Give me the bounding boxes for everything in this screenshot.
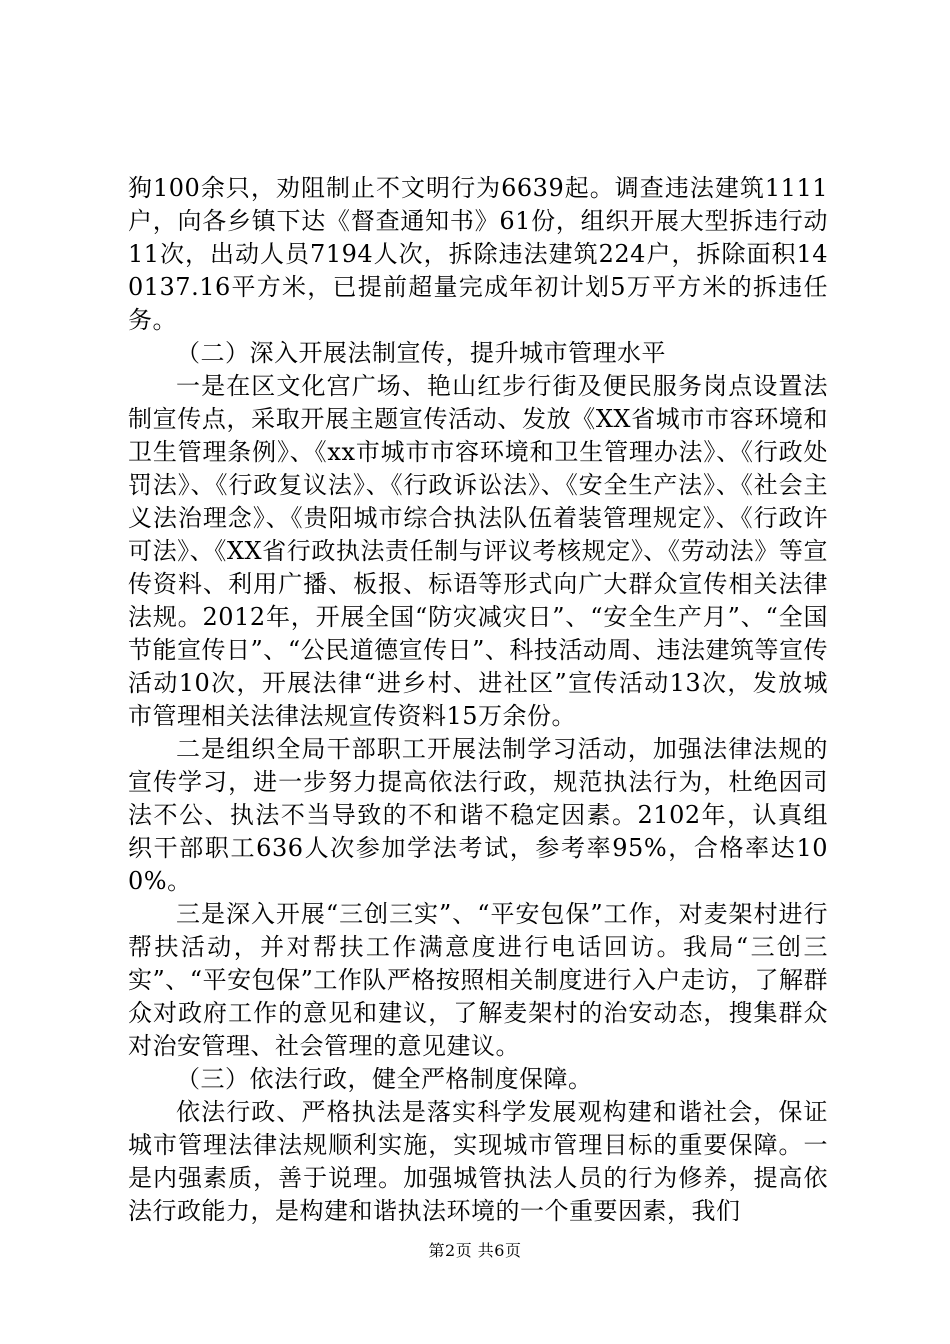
paragraph-demolition-stats: 狗100余只，劝阻制止不文明行为6639起。调查违法建筑1111户，向各乡镇下达《督查通知书》61份，组织开展大型拆违行动11次，出动人员7194人次，拆除违法建筑224户，拆除面积140137.16平方米，已提前超量完成年初计划5万平方米的拆违任务。 bbox=[128, 174, 828, 334]
section-heading-legal-publicity: （二）深入开展法制宣传，提升城市管理水平 bbox=[176, 339, 666, 367]
page-footer: 第2页 共6页 bbox=[428, 1241, 522, 1260]
paragraph-publicity-points: 一是在区文化宫广场、艳山红步行街及便民服务岗点设置法制宣传点，采取开展主题宣传活动、发放《XX省城市市容环境和卫生管理条例》、《xx市城市市容环境和卫生管理办法》、《行政处罚法》、《行政复议法》、《行政诉讼法》、《安全生产法》、《社会主义法治理念》、《贵阳城市综合执法队伍着装管理规定》、《行政许可法》、《XX省行政执法责任制与评议考核规定》、《劳动法》等宣传资料、利用广播、板报、标语等形式向广大群众宣传相关法律法规。2012年，开展全国“防灾减灾日”、“安全生产月”、“全国节能宣传日”、“公民道德宣传日”、科技活动周、违法建筑等宣传活动10次，开展法律“进乡村、进社区”宣传活动13次，发放城市管理相关法律法规宣传资料15万余份。 bbox=[128, 372, 828, 730]
paragraph-staff-legal-study: 二是组织全局干部职工开展法制学习活动，加强法律法规的宣传学习，进一步努力提高依法行政，规范执法行为，杜绝因司法不公、执法不当导致的不和谐不稳定因素。2102年，认真组织干部职工636人次参加学法考试，参考率95%，合格率达100%。 bbox=[128, 735, 828, 895]
paragraph-three-creations: 三是深入开展“三创三实”、“平安包保”工作，对麦架村进行帮扶活动，并对帮扶工作满意度进行电话回访。我局“三创三实”、“平安包保”工作队严格按照相关制度进行入户走访，了解群众对政府工作的意见和建议，了解麦架村的治安动态，搜集群众对治安管理、社会管理的意见建议。 bbox=[128, 900, 828, 1060]
paragraph-strict-enforcement: 依法行政、严格执法是落实科学发展观构建和谐社会，保证城市管理法律法规顺利实施，实现城市管理目标的重要保障。一是内强素质，善于说理。加强城管执法人员的行为修养，提高依法行政能力，是构建和谐执法环境的一个重要因素，我们 bbox=[128, 1098, 828, 1225]
section-heading-lawful-administration: （三）依法行政，健全严格制度保障。 bbox=[176, 1065, 593, 1093]
document-body bbox=[128, 172, 828, 1228]
